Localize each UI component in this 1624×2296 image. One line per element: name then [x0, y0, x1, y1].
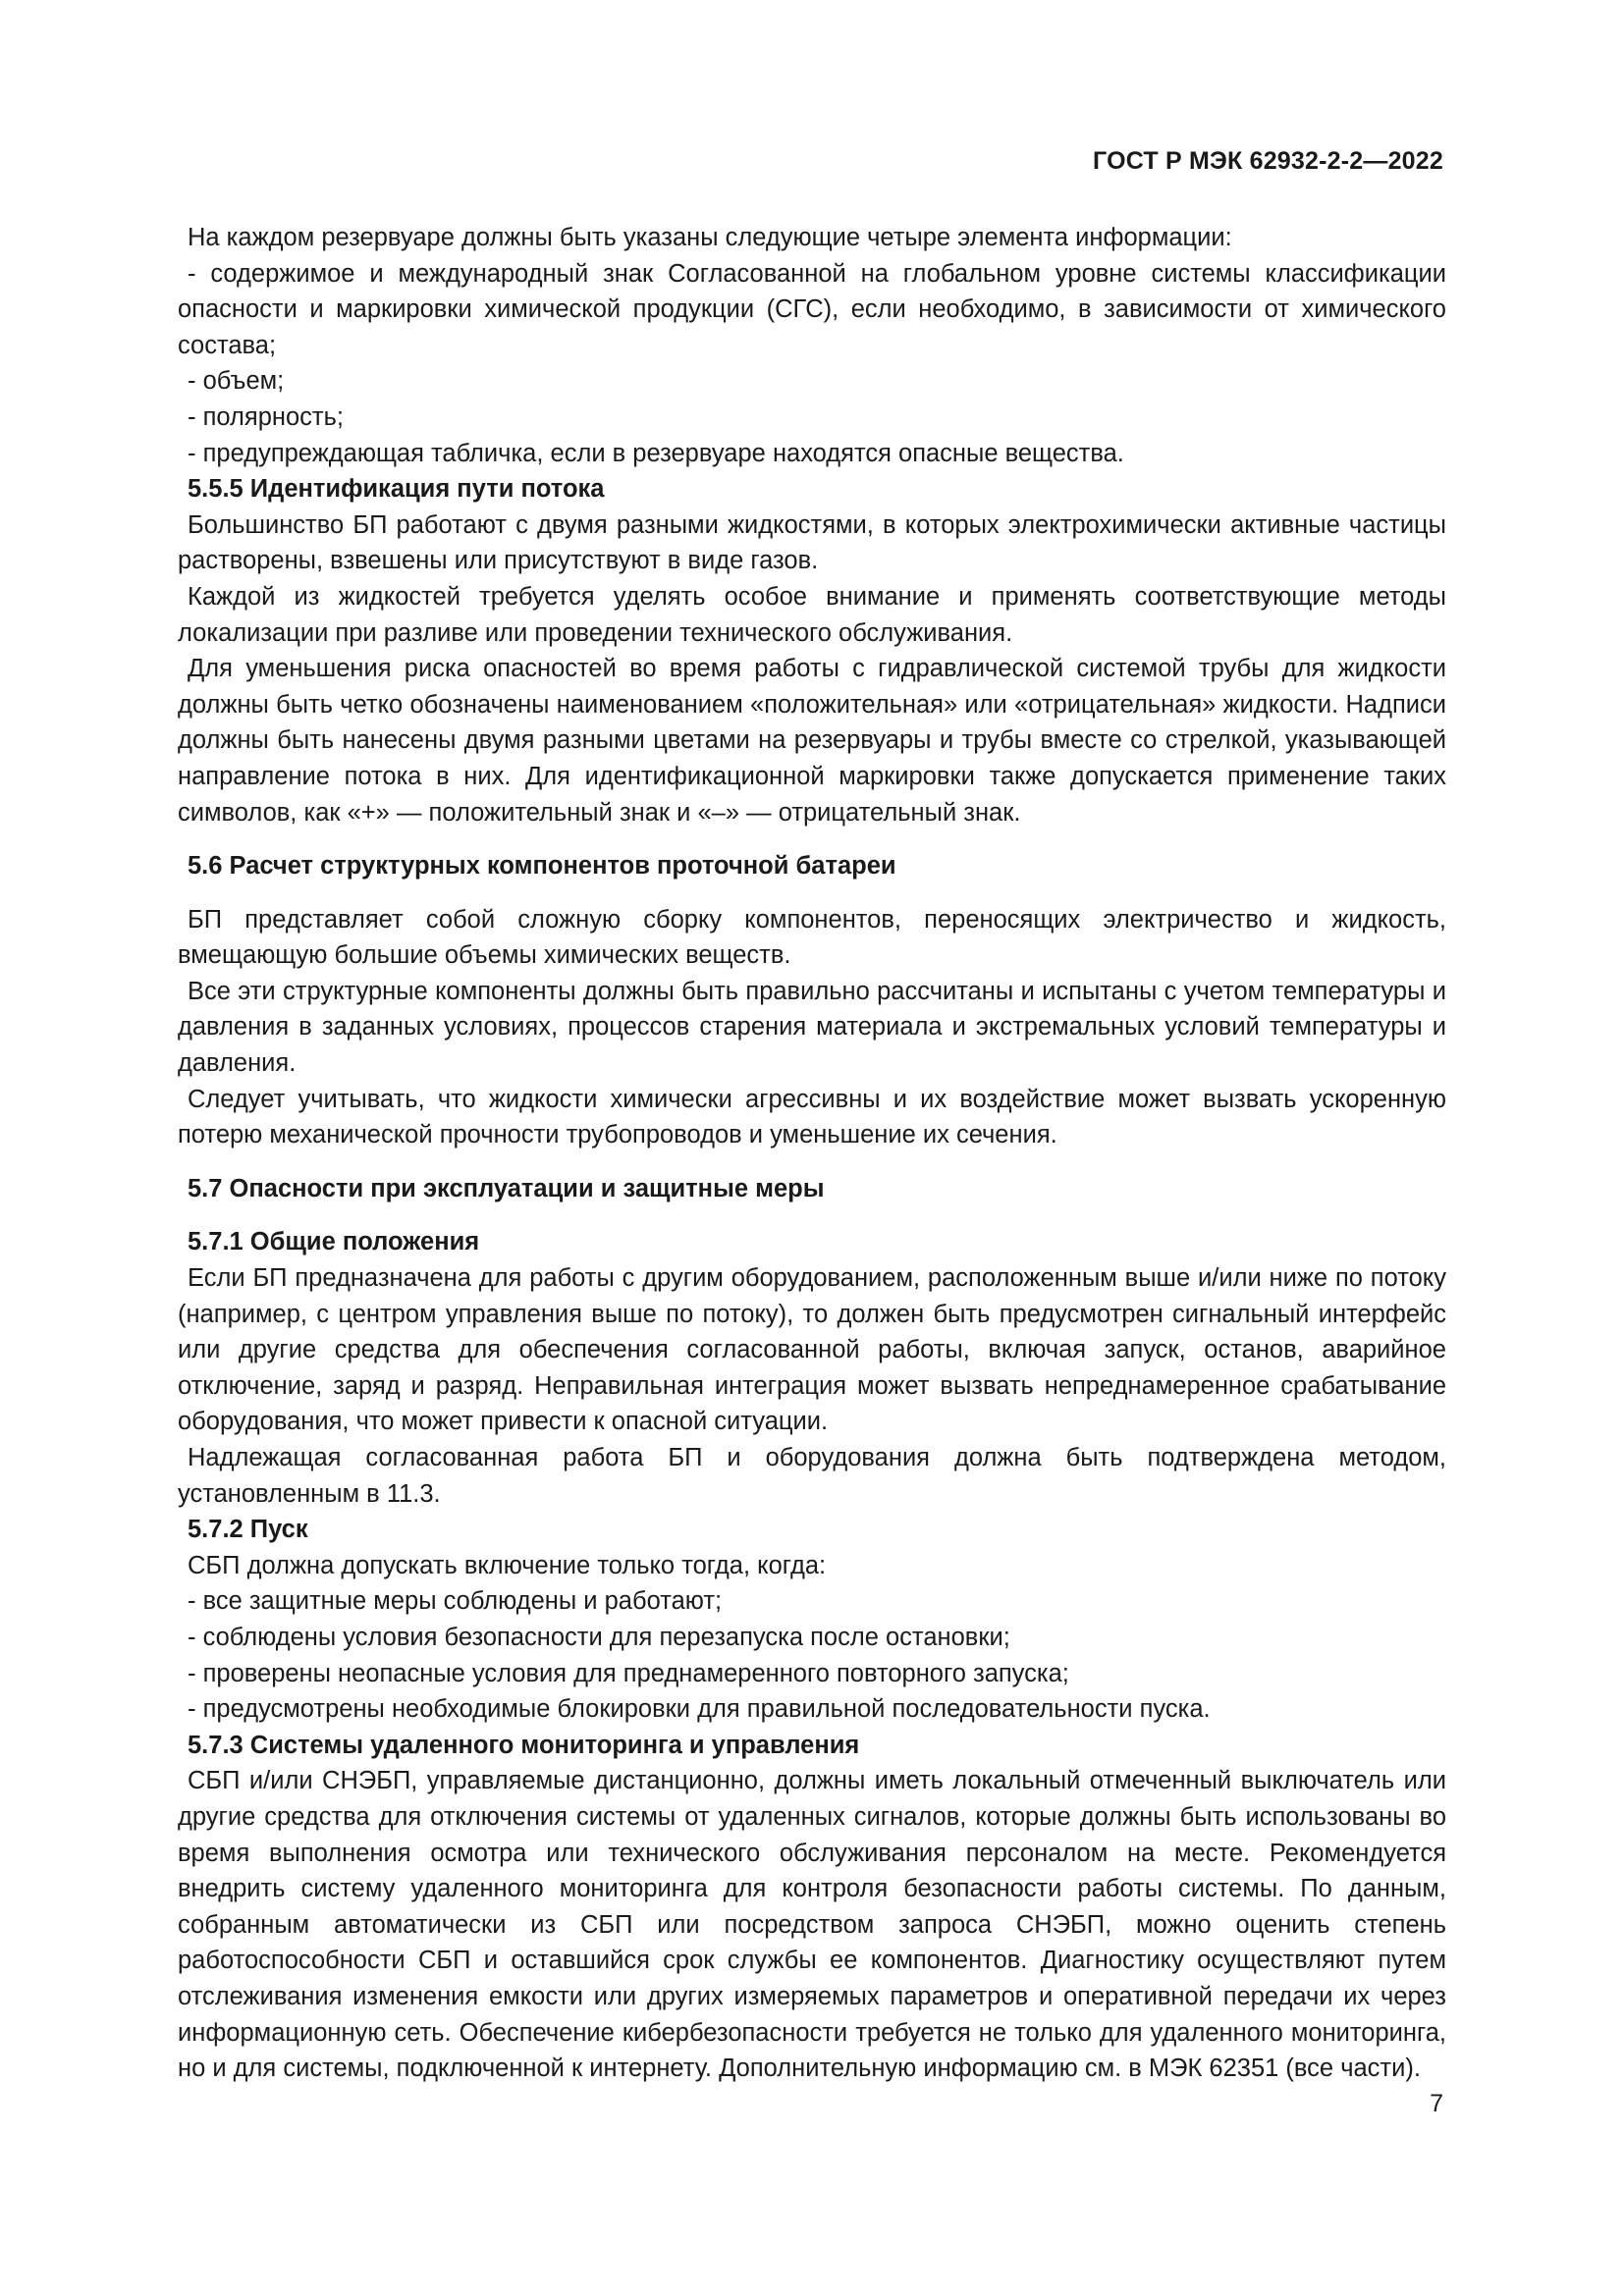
list-item: - полярность;: [188, 402, 344, 431]
page-body: [178, 220, 1446, 2087]
list-item: - проверены неопасные условия для преднамеренного повторного запуска;: [188, 1659, 1069, 1687]
list-item: - объем;: [188, 367, 285, 396]
list-item: - соблюдены условия безопасности для перезапуска после остановки;: [188, 1623, 1010, 1651]
section-heading-5-7-1: 5.7.1 Общие положения: [188, 1228, 480, 1256]
section-heading-5-7-2: 5.7.2 Пуск: [188, 1516, 308, 1544]
list-item: - предусмотрены необходимые блокировки для правильной последовательности пуска.: [188, 1695, 1211, 1724]
paragraph: Для уменьшения риска опасностей во время работы с гидравлической системой трубы для жидкости должны быть четко обозначены наименованием «положительная» или «отрицательная» жидкости. Надписи должны быть нанесены двумя разными цветами на резервуары и трубы вместе со стрелкой, указывающей направление потока в них. Для идентификационной маркировки также допускается применение таких символов, как «+» — положительный знак и «–» — отрицательный знак.: [178, 655, 1446, 827]
section-heading-5-7: 5.7 Опасности при эксплуатации и защитные меры: [188, 1174, 825, 1202]
paragraph: На каждом резервуаре должны быть указаны следующие четыре элемента информации:: [188, 224, 1232, 251]
paragraph: Большинство БП работают с двумя разными жидкостями, в которых электрохимически активные частицы растворены, взвешены или присутствуют в виде газов.: [178, 510, 1446, 575]
paragraph: Каждой из жидкостей требуется уделять особое внимание и применять соответствующие методы локализации при разливе или проведении технического обслуживания.: [178, 582, 1446, 647]
paragraph: БП представляет собой сложную сборку компонентов, переносящих электричество и жидкость, вмещающую большие объемы химических веществ.: [178, 905, 1446, 970]
section-heading-5-7-3: 5.7.3 Системы удаленного мониторинга и управления: [188, 1731, 860, 1759]
paragraph: СБП и/или СНЭБП, управляемые дистанционно, должны иметь локальный отмеченный выключатель или другие средства для отключения системы от удаленных сигналов, которые должны быть использованы во время выполнения осмотра или технического обслуживания персоналом на месте. Рекомендуется внедрить систему удаленного мониторинга для контроля безопасности работы системы. По данным, собранным автоматически из СБП или посредством запроса СНЭБП, можно оценить степень работоспособности СБП и оставшийся срок службы ее компонентов. Диагностику осуществляют путем отслеживания изменения емкости или других измеряемых параметров и оперативной передачи их через информационную сеть. Обеспечение кибербезопасности требуется не только для удаленного мониторинга, но и для системы, подключенной к интернету. Дополнительную информацию см. в МЭК 62351 (все части).: [178, 1767, 1446, 2083]
paragraph: Все эти структурные компоненты должны быть правильно рассчитаны и испытаны с учетом температуры и давления в заданных условиях, процессов старения материала и экстремальных условий температуры и давления.: [178, 977, 1446, 1078]
paragraph: Следует учитывать, что жидкости химически агрессивны и их воздействие может вызвать ускоренную потерю механической прочности трубопроводов и уменьшение их сечения.: [178, 1085, 1446, 1149]
list-item: - содержимое и международный знак Согласованной на глобальном уровне системы классификации опасности и маркировки химической продукции (СГС), если необходимо, в зависимости от химического состава;: [178, 259, 1446, 359]
page-number: 7: [1430, 2090, 1443, 2117]
paragraph: СБП должна допускать включение только тогда, когда:: [188, 1551, 827, 1579]
list-item: - предупреждающая табличка, если в резервуаре находятся опасные вещества.: [188, 439, 1124, 467]
section-heading-5-6: 5.6 Расчет структурных компонентов проточной батареи: [188, 852, 896, 881]
list-item: - все защитные меры соблюдены и работают;: [188, 1587, 723, 1616]
document-header: ГОСТ Р МЭК 62932-2-2—2022: [1093, 147, 1443, 175]
paragraph: Если БП предназначена для работы с другим оборудованием, расположенным выше и/или ниже по потоку (например, с центром управления выше по потоку), то должен быть предусмотрен сигнальный интерфейс или другие средства для обеспечения согласованной работы, включая запуск, останов, аварийное отключение, заряд и разряд. Неправильная интеграция может вызвать непреднамеренное срабатывание оборудования, что может привести к опасной ситуации.: [178, 1264, 1446, 1436]
section-heading-5-5-5: 5.5.5 Идентификация пути потока: [188, 475, 605, 504]
paragraph: Надлежащая согласованная работа БП и оборудования должна быть подтверждена методом, установленным в 11.3.: [178, 1444, 1446, 1508]
